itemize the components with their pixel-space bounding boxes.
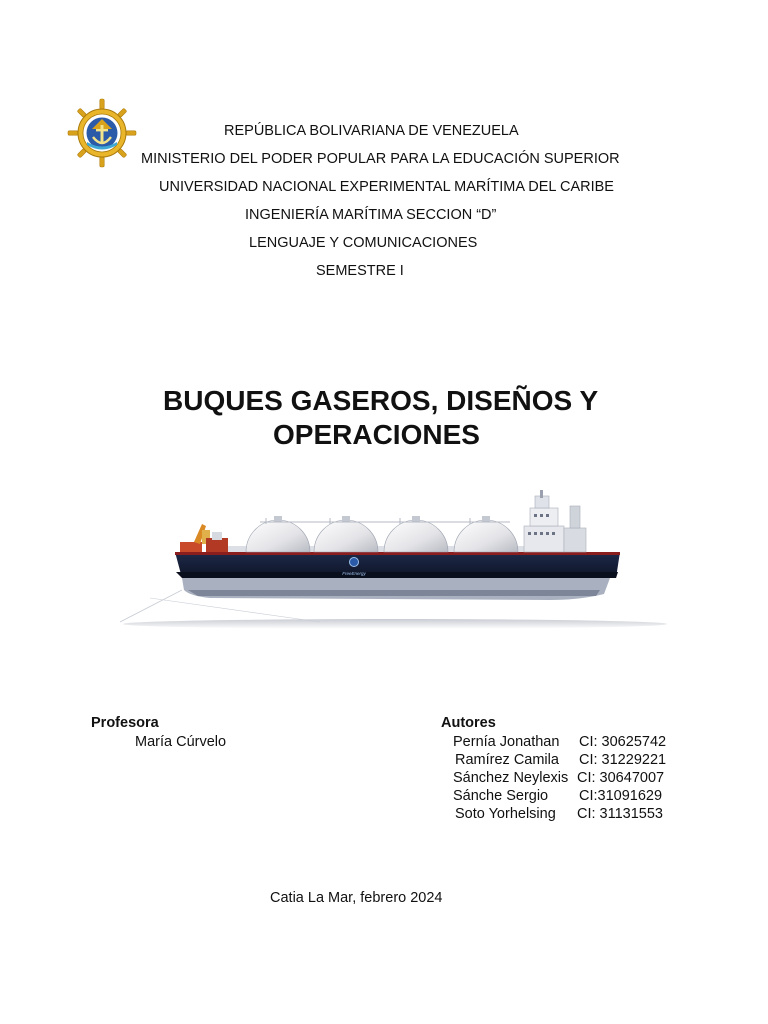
header-ministry: MINISTERIO DEL PODER POPULAR PARA LA EDUCACIÓN SUPERIOR — [141, 151, 620, 167]
document-title-line-1: BUQUES GASEROS, DISEÑOS Y — [163, 385, 599, 416]
lng-ship-illustration — [110, 486, 670, 636]
author-ci: CI: 30625742 — [579, 734, 667, 750]
professor-label: Profesora — [91, 715, 159, 731]
author-ci: CI: 31131553 — [577, 806, 663, 822]
author-name: Pernía Jonathan — [453, 734, 560, 750]
header-program: INGENIERÍA MARÍTIMA SECCION “D” — [245, 207, 497, 223]
author-name: Sánche Sergio — [453, 788, 549, 804]
author-ci: CI:31091629 — [579, 788, 663, 804]
author-name: Ramírez Camila — [455, 752, 559, 768]
author-name: Sánchez Neylexis — [453, 770, 569, 786]
author-ci: CI: 31229221 — [579, 752, 667, 768]
authors-label: Autores — [441, 715, 496, 731]
ship-brand-text: FreeEnergy — [342, 571, 366, 576]
header-semester: SEMESTRE I — [316, 263, 404, 279]
header-university: UNIVERSIDAD NACIONAL EXPERIMENTAL MARÍTIMA DEL CARIBE — [159, 179, 614, 195]
author-name: Soto Yorhelsing — [455, 806, 556, 822]
author-ci: CI: 30647007 — [577, 770, 665, 786]
professor-name: María Cúrvelo — [135, 734, 227, 750]
document-title-line-2: OPERACIONES — [273, 419, 480, 450]
university-seal-icon — [67, 98, 137, 168]
place-date: Catia La Mar, febrero 2024 — [270, 890, 443, 906]
header-course: LENGUAJE Y COMUNICACIONES — [249, 235, 478, 251]
header-republic: REPÚBLICA BOLIVARIANA DE VENEZUELA — [224, 123, 519, 139]
